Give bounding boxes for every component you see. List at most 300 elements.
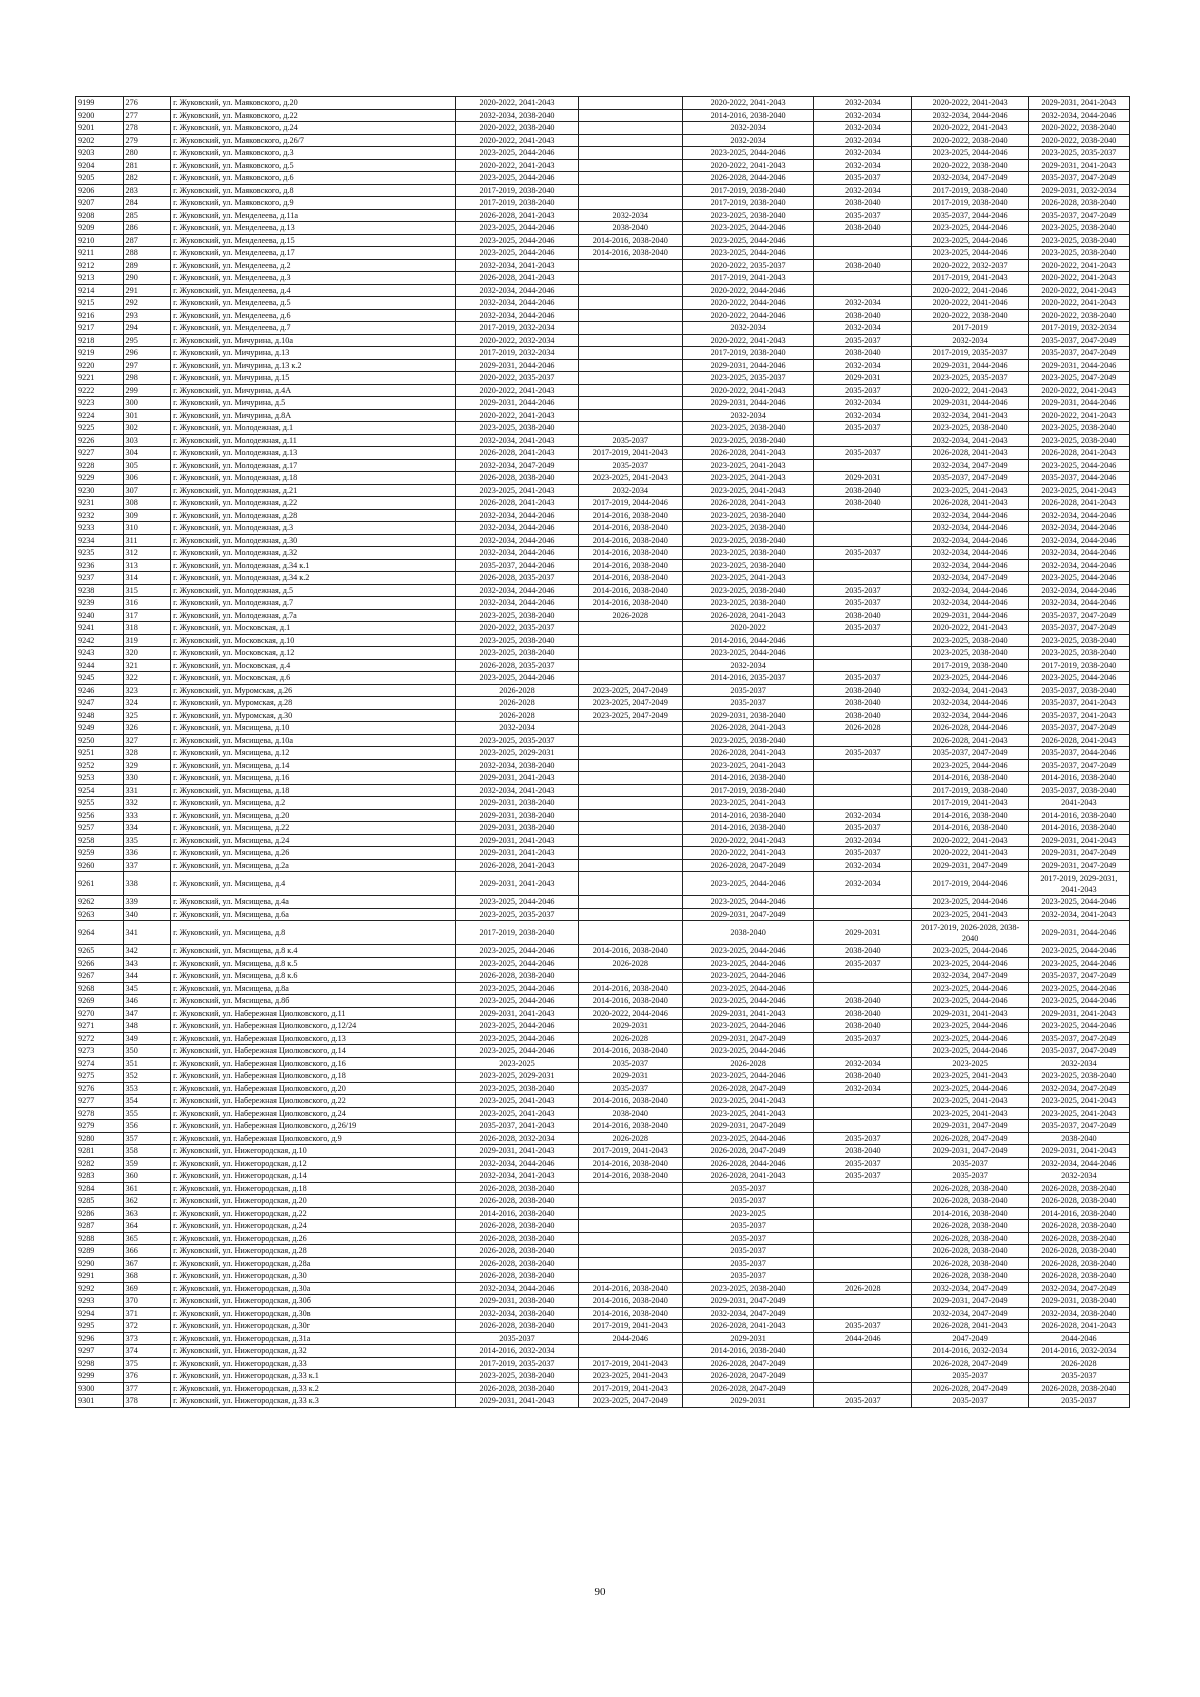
table-cell: 2035-2037 [682,1232,813,1245]
table-cell: г. Жуковский, ул. Молодежная, д.34 к.1 [171,559,456,572]
table-cell [814,797,912,810]
table-cell: 347 [123,1007,171,1020]
table-cell: г. Жуковский, ул. Маяковского, д.9 [171,197,456,210]
table-cell: 2023-2025, 2044-2046 [456,982,578,995]
table-cell: 2014-2016, 2038-2040 [456,1207,578,1220]
table-cell [578,772,682,785]
table-cell [814,459,912,472]
table-row [76,1157,1130,1170]
table-row [76,1395,1130,1408]
table-cell: 325 [123,709,171,722]
table-cell: 2032-2034, 2041-2043 [456,784,578,797]
table-cell: 9206 [76,184,124,197]
table-cell [578,347,682,360]
table-cell: 339 [123,896,171,909]
table-cell: г. Жуковский, ул. Набережная Циолковского, д.22 [171,1095,456,1108]
table-cell: 2032-2034, 2044-2046 [456,547,578,560]
table-cell: 323 [123,684,171,697]
table-cell: 278 [123,122,171,135]
table-cell: 2032-2034, 2044-2046 [912,697,1028,710]
table-cell: 2029-2031, 2041-2043 [682,1007,813,1020]
table-row [76,1370,1130,1383]
table-cell: 2020-2022, 2035-2037 [456,372,578,385]
table-cell: 2023-2025, 2047-2049 [1028,372,1129,385]
table-cell: 9200 [76,109,124,122]
table-cell: 2023-2025, 2044-2046 [912,982,1028,995]
table-cell: 2032-2034 [814,134,912,147]
table-row [76,334,1130,347]
table-cell: 2017-2019, 2041-2043 [912,272,1028,285]
table-cell: 2032-2034 [912,334,1028,347]
table-cell: 2026-2028, 2038-2040 [456,1182,578,1195]
table-row [76,547,1130,560]
table-cell: 2029-2031 [578,1070,682,1083]
table-cell: 2020-2022, 2044-2046 [682,309,813,322]
table-cell: 316 [123,597,171,610]
table-row [76,197,1130,210]
table-cell: 9226 [76,434,124,447]
table-cell: 346 [123,995,171,1008]
table-cell: 2029-2031, 2041-2043 [1028,97,1129,110]
table-cell: 2029-2031, 2041-2043 [456,772,578,785]
table-cell: 2017-2019, 2035-2037 [456,1357,578,1370]
table-cell: 2035-2037, 2047-2049 [1028,609,1129,622]
table-cell: 2020-2022, 2035-2037 [682,259,813,272]
table-cell: 2023-2025, 2044-2046 [456,1020,578,1033]
table-cell: 9199 [76,97,124,110]
table-row [76,1270,1130,1283]
table-cell: 2026-2028, 2035-2037 [456,572,578,585]
table-cell [578,384,682,397]
table-row [76,584,1130,597]
table-cell [814,647,912,660]
table-cell: 302 [123,422,171,435]
table-row [76,422,1130,435]
table-cell: 2017-2019, 2044-2046 [912,872,1028,896]
table-cell: 9225 [76,422,124,435]
table-cell: 2014-2016, 2038-2040 [578,1045,682,1058]
table-cell: 2014-2016, 2038-2040 [912,1207,1028,1220]
table-row [76,572,1130,585]
table-cell: 9267 [76,970,124,983]
table-cell: 2026-2028 [578,1132,682,1145]
table-cell: г. Жуковский, ул. Менделеева, д.7 [171,322,456,335]
table-cell: 9283 [76,1170,124,1183]
table-cell [578,159,682,172]
table-cell: 2017-2019, 2041-2043 [578,1320,682,1333]
table-row [76,1232,1130,1245]
table-cell: 9279 [76,1120,124,1133]
table-cell: 2020-2022, 2041-2043 [682,334,813,347]
table-cell: 2029-2031, 2044-2046 [1028,359,1129,372]
table-cell: 2032-2034 [814,397,912,410]
table-cell: 2029-2031, 2041-2043 [456,1007,578,1020]
table-cell: 2035-2037, 2044-2046 [912,209,1028,222]
table-cell: 360 [123,1170,171,1183]
table-cell [578,659,682,672]
table-cell: 2035-2037 [456,1332,578,1345]
table-cell: 9266 [76,957,124,970]
table-row [76,209,1130,222]
table-row [76,234,1130,247]
table-cell: г. Жуковский, ул. Маяковского, д.3 [171,147,456,160]
table-cell: г. Жуковский, ул. Набережная Циолковского, д.18 [171,1070,456,1083]
table-cell: 2023-2025, 2038-2040 [1028,434,1129,447]
table-row [76,797,1130,810]
table-cell: г. Жуковский, ул. Мясищева, д.8 к.6 [171,970,456,983]
table-cell: 2044-2046 [814,1332,912,1345]
table-cell: 2026-2028, 2038-2040 [1028,1220,1129,1233]
table-cell: 2032-2034, 2044-2046 [912,547,1028,560]
table-cell: 290 [123,272,171,285]
table-cell: 2020-2022, 2041-2043 [912,622,1028,635]
table-cell: 2029-2031, 2041-2043 [456,872,578,896]
table-cell: 2026-2028, 2038-2040 [1028,1270,1129,1283]
table-cell: 2023-2025, 2044-2046 [456,1045,578,1058]
table-cell: 2029-2031 [682,1332,813,1345]
table-cell: 2029-2031, 2047-2049 [682,1120,813,1133]
table-cell: 318 [123,622,171,635]
table-cell: г. Жуковский, ул. Муромская, д.26 [171,684,456,697]
table-cell: 2017-2019, 2038-2040 [912,659,1028,672]
table-cell: г. Жуковский, ул. Мясищева, д.10 [171,722,456,735]
table-cell: г. Жуковский, ул. Нижегородская, д.33 к.2 [171,1382,456,1395]
table-cell: 9204 [76,159,124,172]
table-cell: 2017-2019, 2038-2040 [912,184,1028,197]
table-cell: 2020-2022, 2038-2040 [1028,122,1129,135]
table-cell: 2023-2025, 2044-2046 [682,1020,813,1033]
table-row [76,759,1130,772]
table-cell: г. Жуковский, ул. Муромская, д.30 [171,709,456,722]
table-cell: 2023-2025, 2041-2043 [1028,1107,1129,1120]
table-cell: 2035-2037 [578,434,682,447]
table-cell [578,734,682,747]
table-cell: 9274 [76,1057,124,1070]
table-cell [814,659,912,672]
table-cell: 2035-2037 [682,1270,813,1283]
table-cell: 2035-2037, 2041-2043 [1028,709,1129,722]
table-cell: 2029-2031, 2038-2040 [682,709,813,722]
table-cell: 2023-2025, 2047-2049 [578,709,682,722]
table-cell: 2020-2022, 2038-2040 [912,309,1028,322]
table-cell: г. Жуковский, ул. Молодежная, д.7 [171,597,456,610]
table-cell: 2017-2019, 2038-2040 [1028,659,1129,672]
table-cell: 2032-2034 [814,147,912,160]
table-row [76,134,1130,147]
table-cell: 2035-2037, 2038-2040 [1028,684,1129,697]
table-cell [578,109,682,122]
table-cell: 2032-2034, 2044-2046 [912,109,1028,122]
table-cell: 291 [123,284,171,297]
table-cell: 2032-2034, 2044-2046 [912,597,1028,610]
table-cell: 2047-2049 [912,1332,1028,1345]
table-cell [578,284,682,297]
table-cell: 2035-2037 [814,384,912,397]
table-cell: 9221 [76,372,124,385]
table-cell: 9202 [76,134,124,147]
table-cell: 9238 [76,584,124,597]
table-row [76,822,1130,835]
table-cell: г. Жуковский, ул. Молодежная, д.5 [171,584,456,597]
table-cell: 2026-2028, 2041-2043 [456,447,578,460]
table-cell: 2023-2025, 2044-2046 [912,1045,1028,1058]
table-cell: 2026-2028, 2041-2043 [1028,734,1129,747]
table-cell: 362 [123,1195,171,1208]
table-cell: 2023-2025, 2041-2043 [912,1070,1028,1083]
table-cell: 2023-2025, 2044-2046 [456,896,578,909]
table-cell: 2014-2016, 2032-2034 [1028,1345,1129,1358]
table-cell [814,1207,912,1220]
table-cell: 311 [123,534,171,547]
table-cell [578,297,682,310]
table-cell: 2044-2046 [578,1332,682,1345]
table-cell [814,1245,912,1258]
table-cell: 2035-2037 [682,1220,813,1233]
table-cell: 2020-2022, 2035-2037 [456,622,578,635]
table-cell: 2023-2025, 2041-2043 [1028,484,1129,497]
table-cell: г. Жуковский, ул. Мясищева, д.10а [171,734,456,747]
table-cell: 2023-2025, 2044-2046 [456,995,578,1008]
table-cell: 361 [123,1182,171,1195]
table-cell: 9271 [76,1020,124,1033]
table-cell: 2026-2028, 2038-2040 [912,1245,1028,1258]
table-cell: 2035-2037, 2038-2040 [1028,784,1129,797]
table-row [76,1220,1130,1233]
table-cell [814,509,912,522]
table-cell: 9227 [76,447,124,460]
table-cell: 9219 [76,347,124,360]
table-cell: г. Жуковский, ул. Набережная Циолковского, д.24 [171,1107,456,1120]
table-cell: 2014-2016, 2035-2037 [682,672,813,685]
table-cell: 2023-2025, 2044-2046 [912,222,1028,235]
table-cell: 2026-2028, 2038-2040 [1028,197,1129,210]
table-cell: 2032-2034, 2044-2046 [912,522,1028,535]
table-cell: 9294 [76,1307,124,1320]
table-cell: г. Жуковский, ул. Набережная Циолковского, д.13 [171,1032,456,1045]
table-row [76,1045,1130,1058]
table-cell: 2029-2031, 2047-2049 [682,908,813,921]
table-cell: 279 [123,134,171,147]
table-cell: 2026-2028, 2041-2043 [682,447,813,460]
table-cell: 2029-2031, 2038-2040 [456,797,578,810]
table-cell: 285 [123,209,171,222]
table-cell: 2023-2025, 2044-2046 [682,247,813,260]
table-cell: 2026-2028, 2047-2049 [912,1132,1028,1145]
table-cell: 2029-2031, 2044-2046 [456,397,578,410]
table-cell: 9230 [76,484,124,497]
table-row [76,297,1130,310]
table-cell: 9209 [76,222,124,235]
table-cell: 9218 [76,334,124,347]
table-cell: 2032-2034, 2041-2043 [1028,908,1129,921]
table-cell: 2023-2025, 2041-2043 [1028,1095,1129,1108]
table-cell: 2038-2040 [1028,1132,1129,1145]
table-cell: 2023-2025, 2044-2046 [912,672,1028,685]
table-cell: 2026-2028, 2047-2049 [682,1357,813,1370]
table-cell: 2023-2025, 2041-2043 [912,1095,1028,1108]
table-cell: 2014-2016, 2032-2034 [456,1345,578,1358]
table-cell: 332 [123,797,171,810]
table-cell: 2035-2037 [912,1395,1028,1408]
table-cell: 2032-2034, 2044-2046 [1028,534,1129,547]
table-cell: 2026-2028, 2047-2049 [682,1382,813,1395]
table-cell: 2014-2016, 2038-2040 [578,234,682,247]
table-cell: г. Жуковский, ул. Набережная Циолковского, д.16 [171,1057,456,1070]
table-row [76,559,1130,572]
table-cell: 284 [123,197,171,210]
table-cell: 2026-2028, 2041-2043 [912,734,1028,747]
table-cell: 2023-2025, 2038-2040 [912,422,1028,435]
table-cell: 2014-2016, 2038-2040 [1028,822,1129,835]
table-cell: 9268 [76,982,124,995]
table-cell: 9265 [76,945,124,958]
table-cell: г. Жуковский, ул. Московская, д.1 [171,622,456,635]
table-cell [814,1220,912,1233]
table-cell: 2026-2028, 2038-2040 [912,1232,1028,1245]
table-cell [814,908,912,921]
table-cell: 9255 [76,797,124,810]
table-cell: 367 [123,1257,171,1270]
table-cell: 2014-2016, 2038-2040 [578,522,682,535]
table-cell: 2023-2025, 2038-2040 [682,209,813,222]
table-cell [578,309,682,322]
table-row [76,709,1130,722]
table-cell: г. Жуковский, ул. Менделеева, д.17 [171,247,456,260]
table-cell: 2014-2016, 2038-2040 [682,109,813,122]
table-cell [578,1220,682,1233]
table-cell: 2032-2034 [814,97,912,110]
table-row [76,472,1130,485]
table-cell: 331 [123,784,171,797]
table-cell: 2032-2034, 2044-2046 [456,1157,578,1170]
table-row [76,97,1130,110]
table-cell [814,772,912,785]
table-cell: г. Жуковский, ул. Молодежная, д.3 [171,522,456,535]
table-cell [578,1245,682,1258]
table-cell: г. Жуковский, ул. Нижегородская, д.10 [171,1145,456,1158]
table-cell: 2026-2028 [456,697,578,710]
table-cell [814,634,912,647]
table-cell: 2032-2034, 2041-2043 [456,434,578,447]
table-cell: 328 [123,747,171,760]
table-cell: 2023-2025, 2038-2040 [1028,422,1129,435]
table-cell: г. Жуковский, ул. Менделеева, д.2 [171,259,456,272]
table-cell: 9277 [76,1095,124,1108]
table-cell: 2029-2031 [814,372,912,385]
table-cell: 9246 [76,684,124,697]
table-cell: 2032-2034, 2047-2049 [682,1307,813,1320]
table-cell [578,859,682,872]
table-cell: 2023-2025, 2044-2046 [912,995,1028,1008]
table-cell: 2014-2016, 2038-2040 [578,982,682,995]
table-cell: 9300 [76,1382,124,1395]
table-cell: 348 [123,1020,171,1033]
table-cell: г. Жуковский, ул. Набережная Циолковского, д.11 [171,1007,456,1020]
table-cell: 9222 [76,384,124,397]
table-cell: 364 [123,1220,171,1233]
table-cell: 369 [123,1282,171,1295]
table-row [76,184,1130,197]
table-cell: г. Жуковский, ул. Маяковского, д.26/7 [171,134,456,147]
table-cell: г. Жуковский, ул. Нижегородская, д.28а [171,1257,456,1270]
table-cell: 9272 [76,1032,124,1045]
table-cell: 2023-2025, 2041-2043 [912,1107,1028,1120]
table-cell: 2023-2025, 2044-2046 [912,896,1028,909]
table-cell: 309 [123,509,171,522]
table-cell: 9299 [76,1370,124,1383]
table-cell: 2038-2040 [814,995,912,1008]
table-cell: 376 [123,1370,171,1383]
table-cell: 2014-2016, 2038-2040 [1028,1207,1129,1220]
table-cell: 371 [123,1307,171,1320]
table-cell: 2032-2034, 2044-2046 [1028,559,1129,572]
table-cell: 286 [123,222,171,235]
table-cell: 2023-2025, 2044-2046 [682,982,813,995]
table-cell: 2023-2025, 2041-2043 [682,797,813,810]
table-row [76,1195,1130,1208]
table-cell: г. Жуковский, ул. Нижегородская, д.28 [171,1245,456,1258]
table-cell: 2032-2034, 2047-2049 [1028,1282,1129,1295]
table-cell: 2026-2028, 2038-2040 [456,472,578,485]
table-cell: 2029-2031, 2038-2040 [1028,1295,1129,1308]
table-row [76,409,1130,422]
table-row [76,1032,1130,1045]
table-cell: 2035-2037 [814,957,912,970]
table-cell: 2026-2028 [814,1282,912,1295]
table-cell: 2023-2025, 2041-2043 [682,759,813,772]
table-cell: 2038-2040 [814,709,912,722]
table-cell: 9262 [76,896,124,909]
table-cell: 2020-2022, 2041-2043 [912,122,1028,135]
table-row [76,1307,1130,1320]
table-cell: 2032-2034, 2044-2046 [456,534,578,547]
table-cell: 2014-2016, 2038-2040 [912,809,1028,822]
table-row [76,397,1130,410]
table-cell: 2032-2034 [814,859,912,872]
table-cell: 314 [123,572,171,585]
table-cell: 9273 [76,1045,124,1058]
table-cell: 9295 [76,1320,124,1333]
table-cell: 2020-2022, 2041-2043 [912,97,1028,110]
table-cell: 2029-2031, 2044-2046 [682,359,813,372]
table-cell [578,908,682,921]
table-cell: 2023-2025, 2029-2031 [456,747,578,760]
table-cell [814,1370,912,1383]
table-cell: 357 [123,1132,171,1145]
table-cell: 374 [123,1345,171,1358]
table-cell: 330 [123,772,171,785]
table-cell: 2029-2031 [578,1020,682,1033]
table-cell [814,1307,912,1320]
table-cell: г. Жуковский, ул. Мичурина, д.10а [171,334,456,347]
table-cell: 2020-2022, 2038-2040 [912,159,1028,172]
table-cell: 2026-2028, 2041-2043 [682,722,813,735]
table-cell: 2035-2037 [814,1132,912,1145]
table-cell: 2032-2034 [814,1082,912,1095]
table-cell: 2023-2025, 2038-2040 [912,647,1028,660]
table-row [76,747,1130,760]
table-cell: 2029-2031, 2041-2043 [1028,1007,1129,1020]
table-row [76,1207,1130,1220]
table-row [76,945,1130,958]
table-cell: 2029-2031, 2047-2049 [912,1120,1028,1133]
table-cell [578,896,682,909]
table-cell: 2044-2046 [1028,1332,1129,1345]
table-cell: г. Жуковский, ул. Молодежная, д.34 к.2 [171,572,456,585]
table-cell: 2017-2019, 2041-2043 [912,797,1028,810]
table-cell: 2023-2025 [682,1207,813,1220]
table-cell: г. Жуковский, ул. Нижегородская, д.22 [171,1207,456,1220]
